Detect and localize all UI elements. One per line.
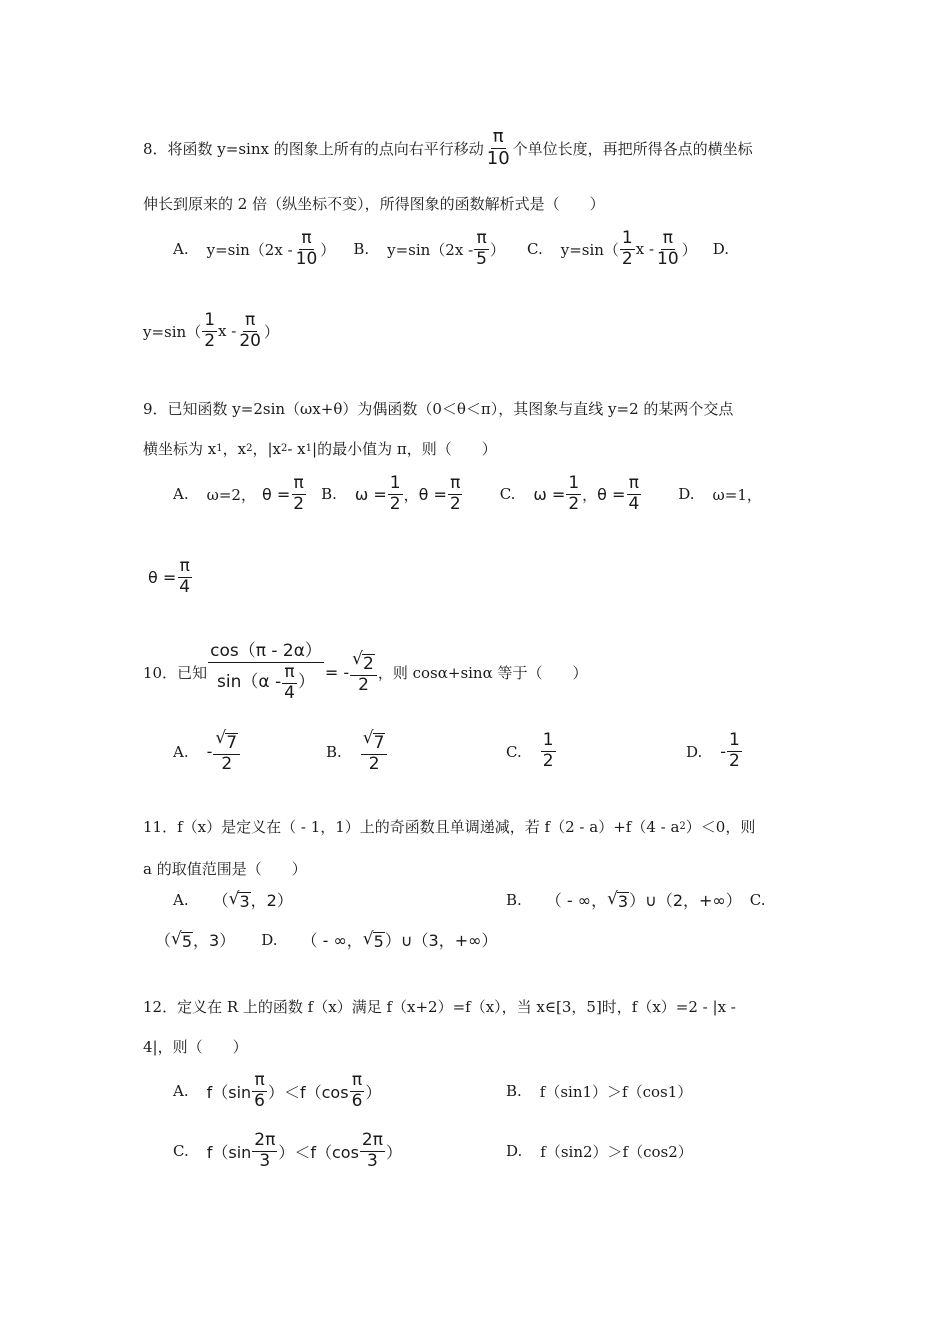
q10-den-frac <box>282 661 297 703</box>
q9-d-num: π <box>179 556 190 576</box>
q11-d-sqrt: √ 5 <box>362 928 384 951</box>
q8-b-den: 5 <box>476 248 487 269</box>
q8-option-b <box>353 230 505 269</box>
q11-b-rad: 3 <box>617 891 629 911</box>
q12-b-text: f（sin1）＞f（cos1） <box>539 1082 693 1101</box>
q10-rhs-rad: 2 <box>363 654 374 674</box>
q8-a-num: π <box>301 228 312 248</box>
q12-c-num2: 2π <box>361 1130 383 1150</box>
q8-a-post: ） <box>320 240 336 259</box>
q9-a-label: A. <box>173 485 189 504</box>
q11-line1 <box>143 816 755 837</box>
q10-pre: 10．已知 <box>143 664 208 683</box>
q9-a-t: θ = <box>261 484 291 504</box>
q10-den-post: ） <box>297 672 315 693</box>
q12-c-den2: 3 <box>367 1150 378 1171</box>
q12-c-mid: ）＜f（cos <box>278 1142 359 1162</box>
q12-option-a <box>173 1072 506 1111</box>
q8-c-d1: 2 <box>621 248 633 269</box>
q8-c-n1: 1 <box>621 228 633 248</box>
q10-rhs-sqrt: √ 2 <box>352 649 374 674</box>
q11-l1-pre: 11．f（x）是定义在（ - 1，1）上的奇函数且单调递减，若 f（2 - a）+f（4 - a <box>143 818 680 836</box>
q8-b-num: π <box>476 228 487 248</box>
q12-b-label: B. <box>506 1082 522 1101</box>
q12-line1 <box>143 996 736 1017</box>
q8-option-a <box>173 230 335 269</box>
q9-b-t: θ = <box>418 484 447 504</box>
q9-line2 <box>143 438 497 459</box>
q10-den-num: π <box>284 661 295 682</box>
q10-num: cos（π - 2α） <box>210 641 322 661</box>
q12-c-num: 2π <box>254 1130 276 1150</box>
q11-a-post: ，2） <box>250 891 293 910</box>
q10-d-label: D. <box>686 742 703 761</box>
q12-c-pre: f（sin <box>206 1142 252 1162</box>
q10-option-a <box>173 730 326 774</box>
q9-option-b <box>321 475 464 514</box>
q11-c-label: C. <box>749 890 766 909</box>
q11-b-post: ）∪（2，+∞） <box>629 891 742 910</box>
q8-d-pre: y=sin（ <box>143 322 202 341</box>
q9-c-w: ω = <box>533 484 566 504</box>
q8-d-frac2 <box>237 312 263 351</box>
q8-line2 <box>143 193 605 214</box>
q8-a-frac <box>294 230 320 269</box>
q8-fraction <box>485 128 512 169</box>
q10-a-frac <box>213 730 240 774</box>
q8-c-mid: x - <box>635 240 655 259</box>
q8-d-label: D. <box>712 240 729 259</box>
q8-c-frac2 <box>655 230 681 269</box>
q9-l2-mid: ，x <box>222 440 247 458</box>
q8-c-num: π <box>662 228 673 248</box>
q9-l2-mid2: ，|x <box>252 440 281 458</box>
q12-options-row2 <box>173 1132 693 1171</box>
q9-l2-pre: 横坐标为 x <box>143 440 217 458</box>
q9-a-num: π <box>293 473 304 493</box>
q11-option-b <box>506 888 765 911</box>
q11-b-sqrt: √ 3 <box>607 888 629 911</box>
q11-option-a <box>173 888 506 911</box>
q11-c-rad: 5 <box>181 931 193 951</box>
q9-b-num: π <box>450 473 461 493</box>
q12-a-mid: ）＜f（cos <box>268 1082 349 1102</box>
q10-b-den: 2 <box>368 753 380 774</box>
q8-c-post: ） <box>681 240 697 259</box>
q10-c-frac <box>541 732 556 771</box>
q8-option-d-label <box>713 240 729 258</box>
q10-c-num: 1 <box>542 730 554 751</box>
q8-frac-den: 10 <box>486 147 510 169</box>
q12-option-d <box>506 1141 693 1162</box>
q12-l2: 4|，则（ ） <box>143 1038 248 1056</box>
q9-d-t: θ = <box>148 567 177 587</box>
q9-b-frac <box>448 475 463 514</box>
q9-d-den: 4 <box>179 576 191 597</box>
q10-option-d <box>686 732 743 771</box>
q10-a-rad: 7 <box>226 733 238 753</box>
q9-b-wd: 2 <box>389 493 401 514</box>
q9-c-t: θ = <box>597 484 626 504</box>
q10-d-den: 2 <box>729 751 740 772</box>
q10-eq: = - <box>324 663 350 683</box>
q11-option-c <box>155 928 235 951</box>
q9-a-w: ω=2， <box>206 485 256 504</box>
q11-b-label: B. <box>506 890 522 909</box>
q10-den-den: 4 <box>284 682 295 703</box>
q9-d-frac <box>177 558 192 597</box>
q11-l1-post: ）＜0，则 <box>685 818 756 836</box>
q8-c-den: 10 <box>657 248 679 269</box>
q10-den <box>215 663 317 703</box>
q9-line1 <box>143 398 733 419</box>
q8-b-pre: y=sin（2x - <box>387 240 474 259</box>
q12-d-label: D. <box>506 1142 523 1161</box>
q9-b-den: 2 <box>449 493 461 514</box>
q9-c-wd: 2 <box>568 493 580 514</box>
q8-d-n1: 1 <box>204 310 216 330</box>
q9-b-w: ω = <box>354 484 387 504</box>
q11-d-rad: 5 <box>373 931 384 951</box>
q11-a-rad: 3 <box>239 891 250 911</box>
q9-options <box>173 475 762 514</box>
q11-l2: a 的取值范围是（ ） <box>143 860 307 878</box>
q9-l2-mid3: - x <box>287 439 306 458</box>
q10-den-pre: sin（α - <box>217 672 282 693</box>
q12-a-num2: π <box>351 1070 363 1090</box>
q9-b-wfrac <box>388 475 403 514</box>
q8-d-num: π <box>245 310 256 330</box>
q12-a-den: 6 <box>254 1090 265 1111</box>
q12-option-c <box>173 1132 506 1171</box>
q12-a-num: π <box>254 1070 265 1090</box>
q10-c-den: 2 <box>542 751 554 772</box>
q9-b-wn: 1 <box>389 473 401 493</box>
q9-text-line1: 9．已知函数 y=2sin（ωx+θ）为偶函数（0＜θ＜π），其图象与直线 y=2 的某两个交点 <box>143 400 734 418</box>
q10-a-label: A. <box>173 742 189 761</box>
q8-options <box>173 230 729 269</box>
q8-b-label: B. <box>353 240 370 259</box>
q10-rhs-frac <box>350 651 377 695</box>
q10-post: ，则 cosα+sinα 等于（ ） <box>377 664 588 683</box>
q10-options <box>173 730 753 774</box>
q12-a-frac1 <box>252 1072 267 1111</box>
q8-d-d1: 2 <box>204 330 216 351</box>
q8-c-frac1 <box>620 230 635 269</box>
q9-c-frac <box>626 475 641 514</box>
q11-d-post: ）∪（3，+∞） <box>384 931 498 950</box>
q9-option-d <box>678 484 762 505</box>
q10-d-sign: - <box>720 742 727 762</box>
q9-l2-post: |的最小值为 π，则（ ） <box>312 440 497 458</box>
q9-d-label: D. <box>678 485 695 504</box>
q10-d-num: 1 <box>729 730 740 751</box>
q11-c-post: ，3） <box>193 931 236 950</box>
q9-l2-sub1: 1 <box>216 443 223 454</box>
q10-d-frac <box>727 732 742 771</box>
q9-b-label: B. <box>321 485 337 504</box>
q9-c-den: 4 <box>628 493 640 514</box>
q10-option-b <box>326 730 506 774</box>
q8-text-pre: 8．将函数 y=sinx 的图象上所有的点向右平行移动 <box>143 139 484 158</box>
q8-c-pre: y=sin（ <box>560 240 619 259</box>
q10-rhs-den: 2 <box>358 674 369 695</box>
q11-options-row2 <box>155 928 497 951</box>
q8-line1 <box>143 128 753 169</box>
q11-a-sqrt: √ 3 <box>228 888 250 911</box>
q12-d-text: f（sin2）＞f（cos2） <box>540 1142 693 1161</box>
q9-option-d-cont <box>148 558 193 597</box>
q10-a-sign: - <box>206 742 213 762</box>
q11-d-pre: （ - ∞， <box>301 931 363 950</box>
q12-option-b <box>506 1081 692 1102</box>
q12-options-row1 <box>173 1072 692 1111</box>
q9-c-sep: ， <box>582 485 598 504</box>
q12-c-den: 3 <box>259 1150 271 1171</box>
q12-c-label: C. <box>173 1142 189 1161</box>
q8-a-pre: y=sin（2x - <box>206 240 293 259</box>
q8-text-line2: 伸长到原来的 2 倍（纵坐标不变），所得图象的函数解析式是（ ） <box>143 195 605 213</box>
q10-main-frac <box>208 643 324 703</box>
q10-c-label: C. <box>506 742 522 761</box>
q10-b-frac <box>361 730 388 774</box>
q11-b-pre: （ - ∞， <box>545 891 608 910</box>
q9-a-frac <box>291 475 306 514</box>
q9-l2-sub3: 2 <box>280 443 288 454</box>
q12-a-den2: 6 <box>351 1090 363 1111</box>
q11-options-row1 <box>173 888 803 911</box>
q12-c-post: ） <box>385 1142 402 1162</box>
q8-d-mid: x - <box>218 322 237 341</box>
q12-a-post: ） <box>365 1082 382 1102</box>
q9-c-num: π <box>628 473 639 493</box>
q12-c-frac1 <box>252 1132 277 1171</box>
q11-a-pre: （ <box>212 891 229 910</box>
q8-c-label: C. <box>527 240 543 259</box>
q10-b-rad: 7 <box>373 733 385 753</box>
q12-c-frac2 <box>360 1132 385 1171</box>
q8-text-post: 个单位长度，再把所得各点的横坐标 <box>512 139 753 158</box>
q8-a-label: A. <box>173 240 189 259</box>
q10-b-sqrt: √ 7 <box>362 728 385 753</box>
q9-l2-sub2: 2 <box>246 443 253 454</box>
q11-c-pre: （ <box>155 931 172 950</box>
q11-line2 <box>143 858 307 879</box>
q10-option-c <box>506 732 686 771</box>
q12-l1: 12．定义在 R 上的函数 f（x）满足 f（x+2）=f（x），当 x∈[3，5]时，f（x）=2 - |x - <box>143 998 736 1016</box>
q12-line2 <box>143 1036 248 1057</box>
q12-a-label: A. <box>173 1082 189 1101</box>
q9-a-den: 2 <box>293 493 305 514</box>
q10-a-den: 2 <box>221 753 233 774</box>
q11-option-d <box>261 928 497 951</box>
q8-d-den: 20 <box>239 330 261 351</box>
q9-c-wn: 1 <box>568 473 580 493</box>
q8-b-post: ） <box>489 240 505 259</box>
q8-option-d <box>143 312 279 351</box>
q9-b-sep: ， <box>403 485 419 504</box>
q10-line1 <box>143 643 588 703</box>
q11-c-sqrt: √ 5 <box>171 928 193 951</box>
q9-l2-sub4: 1 <box>305 443 313 454</box>
q8-d-post: ） <box>263 322 279 341</box>
q12-a-pre: f（sin <box>206 1082 252 1102</box>
q10-a-sqrt: √ 7 <box>215 728 238 753</box>
q8-b-frac <box>474 230 489 269</box>
q9-option-c <box>500 475 643 514</box>
q9-c-wfrac <box>566 475 581 514</box>
q11-l1-sup: 2 <box>679 821 686 832</box>
q9-d-w: ω=1， <box>712 485 762 504</box>
q10-b-label: B. <box>326 742 342 761</box>
q9-option-a <box>173 475 307 514</box>
q8-frac-num: π <box>492 126 504 147</box>
q8-option-c <box>527 230 697 269</box>
q11-a-label: A. <box>173 890 189 909</box>
q8-d-frac1 <box>202 312 217 351</box>
q9-c-label: C. <box>499 485 516 504</box>
q12-a-frac2 <box>350 1072 365 1111</box>
q8-a-den: 10 <box>295 248 318 269</box>
q11-d-label: D. <box>261 930 278 949</box>
